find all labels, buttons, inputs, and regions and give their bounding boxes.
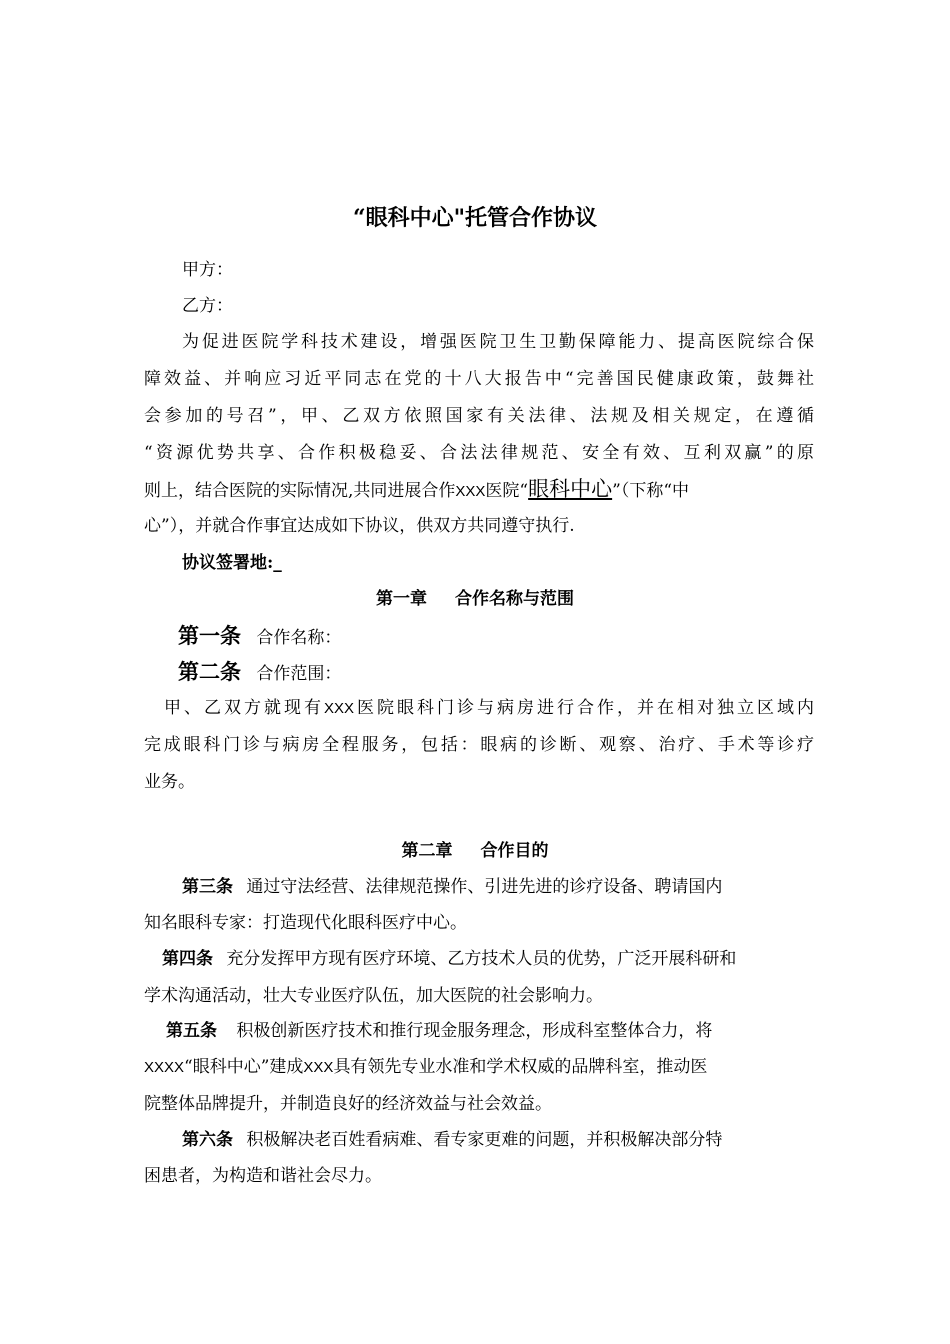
- article-5-line-2: [144, 1055, 814, 1079]
- scope-text: 甲、乙双方就现有: [164, 698, 324, 718]
- article-label: 第二条: [178, 659, 241, 684]
- article-text: 积极创新医疗技术和推行现金服务理念，形成科室整体合力，将: [236, 1021, 713, 1041]
- hospital-placeholder: XXX: [303, 1059, 334, 1076]
- article-text: 积极解决老百姓看病难、看专家更难的问题，并积极解决部分特: [246, 1130, 723, 1150]
- document-title: “眼科中心"托管合作协议: [352, 205, 598, 231]
- preamble-line-1: 为促进医院学科技术建设，增强医院卫生卫勤保障能力、提高医院综合保: [182, 332, 814, 352]
- article-label: 第一条: [178, 623, 241, 648]
- preamble-text: ”（下称“中: [612, 481, 690, 501]
- scope-text: 医院眼科门诊与病房进行合作，并在相对独立区域内: [354, 698, 815, 718]
- article-text: 充分发挥甲方现有医疗环境、乙方技术人员的优势，广泛开展科研和: [226, 949, 737, 969]
- article-1: [178, 622, 848, 650]
- article-label: 第六条: [182, 1130, 233, 1150]
- chapter-2-heading: [0, 839, 950, 863]
- preamble-line-6: 心”），并就合作事宜达成如下协议，供双方共同遵守执行.: [144, 516, 575, 536]
- preamble-line-2: 障效益、并响应习近平同志在党的十八大报告中“完善国民健康政策，鼓舞社: [144, 369, 814, 389]
- article-5-line-3: 院整体品牌提升，并制造良好的经济效益与社会效益。: [144, 1094, 552, 1114]
- article-6-line-1: [182, 1128, 814, 1152]
- sign-place: 协议签署地:_: [182, 553, 282, 573]
- hospital-placeholder: XXX: [324, 700, 355, 717]
- chapter-1-heading: [0, 587, 950, 611]
- preamble-text: 医院“: [485, 481, 529, 501]
- center-name: 眼科中心: [528, 477, 613, 501]
- scope-line-3: 业务。: [144, 772, 195, 792]
- article-6-line-2: 困患者，为构造和谐社会尽力。: [144, 1166, 382, 1186]
- article-2: [178, 658, 848, 686]
- article-label: 第五条: [166, 1021, 217, 1041]
- article-3-line-1: [182, 875, 814, 899]
- hospital-placeholder: XXXX: [144, 1059, 185, 1076]
- article-5-line-1: [166, 1019, 814, 1043]
- party-a-line: 甲方：: [182, 260, 233, 280]
- preamble-line-5: [144, 477, 814, 501]
- preamble-line-4: “资源优势共享、合作积极稳妥、合法法律规范、安全有效、互利双赢”的原: [144, 443, 814, 463]
- chapter-number: 第一章: [376, 589, 427, 609]
- chapter-name: 合作名称与范围: [455, 589, 574, 609]
- article-text: 合作范围：: [256, 664, 342, 684]
- preamble-line-3: 会参加的号召”，甲、乙双方依照国家有关法律、法规及相关规定，在遵循: [144, 406, 814, 426]
- scope-line-1: [164, 696, 814, 720]
- scope-line-2: 完成眼科门诊与病房全程服务，包括：眼病的诊断、观察、治疗、手术等诊疗: [144, 735, 814, 755]
- article-text: 具有领先专业水准和学术权威的品牌科室，推动医: [333, 1057, 708, 1077]
- chapter-number: 第二章: [401, 841, 453, 861]
- article-label: 第三条: [182, 877, 233, 897]
- article-text: “眼科中心”建成: [184, 1057, 304, 1077]
- chapter-name: 合作目的: [480, 841, 549, 861]
- preamble-text: 则上，结合医院的实际情况,共同进展合作: [144, 481, 456, 501]
- article-text: 通过守法经营、法律规范操作、引进先进的诊疗设备、聘请国内: [246, 877, 723, 897]
- article-3-line-2: 知名眼科专家：打造现代化眼科医疗中心。: [144, 913, 467, 933]
- article-label: 第四条: [162, 949, 213, 969]
- article-4-line-1: [162, 947, 814, 971]
- article-4-line-2: 学术沟通活动，壮大专业医疗队伍，加大医院的社会影响力。: [144, 986, 603, 1006]
- party-b-line: 乙方：: [182, 296, 233, 316]
- hospital-placeholder: XXX: [455, 483, 486, 500]
- article-text: 合作名称：: [256, 628, 342, 648]
